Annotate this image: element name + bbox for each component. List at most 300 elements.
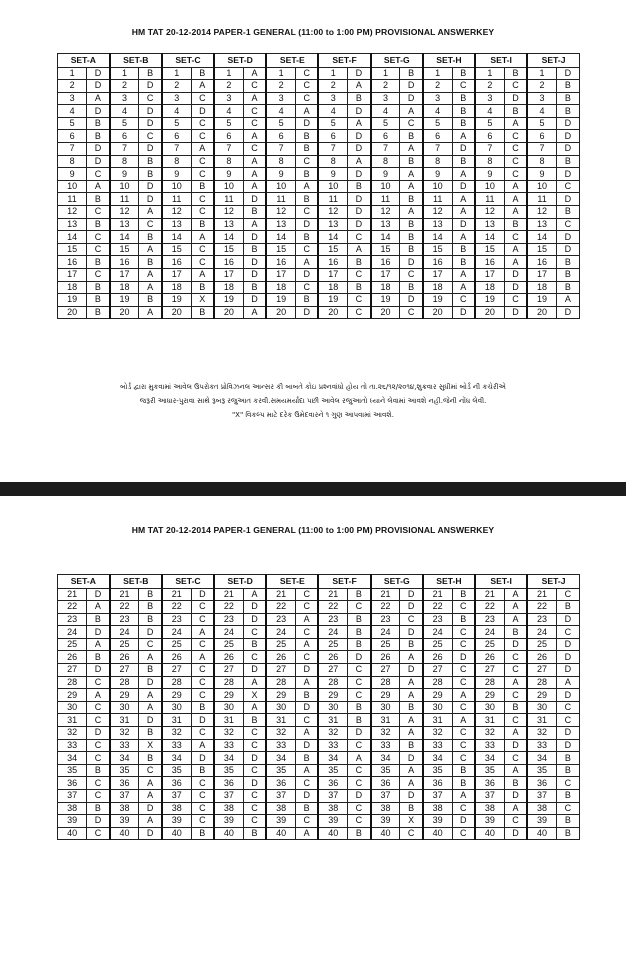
answer-cell: C — [191, 638, 214, 651]
table-row — [58, 105, 580, 118]
question-number: 15 — [475, 243, 504, 256]
answer-cell: C — [191, 790, 214, 803]
question-number: 25 — [423, 638, 452, 651]
answer-cell: D — [191, 588, 214, 601]
question-number: 19 — [371, 294, 400, 307]
answer-cell: B — [348, 714, 371, 727]
answer-cell: C — [87, 206, 110, 219]
answer-cell: C — [295, 243, 318, 256]
question-number: 18 — [475, 281, 504, 294]
answer-cell: C — [452, 739, 475, 752]
question-number: 38 — [527, 802, 556, 815]
question-number: 5 — [318, 117, 347, 130]
answer-cell: D — [243, 231, 266, 244]
answer-cell: B — [139, 155, 162, 168]
question-number: 15 — [162, 243, 191, 256]
question-number: 25 — [58, 638, 87, 651]
question-number: 33 — [423, 739, 452, 752]
answer-cell: B — [139, 613, 162, 626]
answer-cell: A — [139, 269, 162, 282]
answer-cell: C — [452, 701, 475, 714]
answer-cell: C — [295, 601, 318, 614]
answer-cell: B — [139, 231, 162, 244]
question-number: 29 — [162, 689, 191, 702]
question-number: 38 — [214, 802, 243, 815]
question-number: 40 — [423, 827, 452, 840]
answer-cell: C — [87, 701, 110, 714]
question-number: 34 — [423, 752, 452, 765]
answer-cell: A — [504, 180, 527, 193]
set-header: SET-B — [110, 575, 162, 589]
answer-cell: A — [452, 790, 475, 803]
answer-cell: C — [295, 777, 318, 790]
answer-cell: C — [243, 626, 266, 639]
question-number: 15 — [318, 243, 347, 256]
question-number: 4 — [214, 105, 243, 118]
question-number: 11 — [423, 193, 452, 206]
question-number: 22 — [58, 601, 87, 614]
question-number: 14 — [162, 231, 191, 244]
question-number: 37 — [58, 790, 87, 803]
answer-cell: A — [139, 777, 162, 790]
answer-cell: A — [87, 180, 110, 193]
question-number: 9 — [527, 168, 556, 181]
question-number: 19 — [58, 294, 87, 307]
answer-cell: D — [191, 105, 214, 118]
answer-cell: C — [295, 651, 318, 664]
question-number: 25 — [371, 638, 400, 651]
answer-cell: C — [452, 601, 475, 614]
question-number: 15 — [371, 243, 400, 256]
answer-cell: A — [295, 105, 318, 118]
answer-cell: B — [452, 588, 475, 601]
question-number: 12 — [318, 206, 347, 219]
question-number: 24 — [110, 626, 139, 639]
answer-cell: C — [504, 80, 527, 93]
answer-cell: C — [295, 206, 318, 219]
question-number: 7 — [527, 143, 556, 156]
table-row — [58, 130, 580, 143]
question-number: 26 — [266, 651, 295, 664]
question-number: 17 — [266, 269, 295, 282]
answer-cell: D — [243, 613, 266, 626]
answer-cell: B — [400, 243, 423, 256]
question-number: 1 — [214, 67, 243, 80]
answer-cell: A — [243, 155, 266, 168]
question-number: 28 — [214, 676, 243, 689]
answer-cell: B — [400, 701, 423, 714]
answer-key-table — [57, 53, 580, 319]
question-number: 20 — [162, 306, 191, 319]
question-number: 29 — [527, 689, 556, 702]
question-number: 34 — [475, 752, 504, 765]
question-number: 13 — [527, 218, 556, 231]
question-number: 19 — [423, 294, 452, 307]
set-header: SET-H — [423, 575, 475, 589]
answer-cell: D — [243, 601, 266, 614]
answer-cell: B — [400, 193, 423, 206]
question-number: 4 — [162, 105, 191, 118]
answer-cell: B — [556, 601, 579, 614]
question-number: 3 — [527, 92, 556, 105]
question-number: 38 — [318, 802, 347, 815]
question-number: 17 — [423, 269, 452, 282]
question-number: 13 — [58, 218, 87, 231]
set-header: SET-J — [527, 575, 579, 589]
question-number: 5 — [162, 117, 191, 130]
answer-cell: D — [139, 193, 162, 206]
question-number: 19 — [214, 294, 243, 307]
question-number: 36 — [371, 777, 400, 790]
question-number: 32 — [371, 727, 400, 740]
question-number: 8 — [162, 155, 191, 168]
answer-cell: B — [452, 243, 475, 256]
answer-cell: B — [191, 306, 214, 319]
question-number: 10 — [58, 180, 87, 193]
table-row — [58, 626, 580, 639]
answer-cell: C — [504, 143, 527, 156]
answer-cell: A — [191, 231, 214, 244]
question-number: 11 — [527, 193, 556, 206]
answer-cell: A — [400, 143, 423, 156]
answer-cell: C — [452, 80, 475, 93]
question-number: 19 — [162, 294, 191, 307]
question-number: 25 — [214, 638, 243, 651]
answer-cell: A — [504, 613, 527, 626]
question-number: 21 — [162, 588, 191, 601]
question-number: 40 — [214, 827, 243, 840]
question-number: 2 — [475, 80, 504, 93]
question-number: 38 — [475, 802, 504, 815]
answer-cell: C — [295, 155, 318, 168]
question-number: 23 — [58, 613, 87, 626]
answer-cell: C — [87, 827, 110, 840]
question-number: 40 — [58, 827, 87, 840]
table-row — [58, 281, 580, 294]
question-number: 4 — [423, 105, 452, 118]
answer-cell: C — [139, 764, 162, 777]
answer-cell: D — [452, 651, 475, 664]
answer-cell: D — [400, 92, 423, 105]
question-number: 35 — [318, 764, 347, 777]
question-number: 28 — [58, 676, 87, 689]
question-number: 14 — [527, 231, 556, 244]
answer-cell: D — [504, 827, 527, 840]
question-number: 9 — [318, 168, 347, 181]
answer-cell: D — [556, 739, 579, 752]
question-number: 8 — [318, 155, 347, 168]
question-number: 28 — [527, 676, 556, 689]
question-number: 32 — [110, 727, 139, 740]
answer-cell: A — [400, 714, 423, 727]
question-number: 5 — [110, 117, 139, 130]
answer-cell: B — [87, 613, 110, 626]
answer-cell: C — [348, 764, 371, 777]
answer-cell: B — [87, 802, 110, 815]
answer-cell: A — [556, 676, 579, 689]
answer-cell: A — [452, 130, 475, 143]
answer-cell: A — [243, 676, 266, 689]
question-number: 33 — [266, 739, 295, 752]
question-number: 24 — [371, 626, 400, 639]
question-number: 16 — [110, 256, 139, 269]
answer-cell: C — [556, 701, 579, 714]
answer-cell: D — [504, 281, 527, 294]
set-header: SET-G — [371, 575, 423, 589]
question-number: 2 — [58, 80, 87, 93]
question-number: 7 — [162, 143, 191, 156]
question-number: 11 — [162, 193, 191, 206]
answer-cell: A — [243, 588, 266, 601]
question-number: 35 — [423, 764, 452, 777]
answer-cell: C — [295, 815, 318, 828]
answer-cell: C — [452, 727, 475, 740]
question-number: 39 — [423, 815, 452, 828]
table-row — [58, 306, 580, 319]
question-number: 3 — [318, 92, 347, 105]
question-number: 13 — [371, 218, 400, 231]
question-number: 30 — [162, 701, 191, 714]
set-header: SET-F — [318, 54, 370, 68]
question-number: 15 — [110, 243, 139, 256]
table-row — [58, 67, 580, 80]
answer-cell: B — [295, 193, 318, 206]
question-number: 7 — [266, 143, 295, 156]
question-number: 23 — [318, 613, 347, 626]
answer-cell: C — [348, 306, 371, 319]
notice-text — [40, 380, 586, 422]
question-number: 17 — [58, 269, 87, 282]
answer-cell: B — [556, 281, 579, 294]
answer-cell: B — [87, 193, 110, 206]
answer-cell: C — [452, 626, 475, 639]
question-number: 32 — [214, 727, 243, 740]
answer-cell: D — [400, 294, 423, 307]
question-number: 1 — [162, 67, 191, 80]
question-number: 29 — [266, 689, 295, 702]
question-number: 1 — [266, 67, 295, 80]
answer-cell: D — [295, 306, 318, 319]
answer-cell: A — [87, 92, 110, 105]
answer-cell: D — [87, 588, 110, 601]
answer-cell: C — [504, 231, 527, 244]
answer-cell: A — [139, 281, 162, 294]
answer-cell: A — [295, 613, 318, 626]
set-header: SET-E — [266, 575, 318, 589]
question-number: 4 — [318, 105, 347, 118]
answer-cell: C — [191, 676, 214, 689]
question-number: 9 — [162, 168, 191, 181]
question-number: 6 — [371, 130, 400, 143]
answer-cell: B — [243, 827, 266, 840]
answer-cell: A — [243, 67, 266, 80]
question-number: 13 — [110, 218, 139, 231]
answer-cell: B — [139, 588, 162, 601]
answer-cell: C — [452, 752, 475, 765]
question-number: 27 — [110, 664, 139, 677]
answer-cell: C — [243, 727, 266, 740]
question-number: 37 — [318, 790, 347, 803]
answer-cell: C — [191, 206, 214, 219]
question-number: 25 — [475, 638, 504, 651]
question-number: 34 — [527, 752, 556, 765]
answer-cell: B — [452, 256, 475, 269]
question-number: 20 — [527, 306, 556, 319]
question-number: 10 — [162, 180, 191, 193]
answer-cell: D — [400, 601, 423, 614]
answer-cell: A — [139, 243, 162, 256]
question-number: 1 — [423, 67, 452, 80]
answer-cell: C — [504, 752, 527, 765]
question-number: 33 — [318, 739, 347, 752]
question-number: 39 — [214, 815, 243, 828]
question-number: 27 — [58, 664, 87, 677]
table-row — [58, 206, 580, 219]
table-row — [58, 613, 580, 626]
answer-cell: C — [87, 714, 110, 727]
question-number: 20 — [110, 306, 139, 319]
answer-cell: C — [504, 155, 527, 168]
answer-cell: C — [191, 689, 214, 702]
answer-cell: D — [348, 206, 371, 219]
answer-cell: D — [139, 105, 162, 118]
question-number: 25 — [318, 638, 347, 651]
answer-cell: B — [348, 638, 371, 651]
question-number: 22 — [214, 601, 243, 614]
answer-cell: B — [504, 67, 527, 80]
answer-cell: B — [191, 180, 214, 193]
question-number: 15 — [423, 243, 452, 256]
question-number: 19 — [318, 294, 347, 307]
answer-cell: A — [295, 764, 318, 777]
set-header: SET-D — [214, 54, 266, 68]
question-number: 2 — [214, 80, 243, 93]
answer-cell: A — [348, 155, 371, 168]
question-number: 20 — [58, 306, 87, 319]
question-number: 9 — [371, 168, 400, 181]
table-row — [58, 676, 580, 689]
answer-cell: D — [556, 67, 579, 80]
set-header: SET-A — [58, 54, 110, 68]
answer-cell: X — [191, 294, 214, 307]
table-row — [58, 143, 580, 156]
answer-cell: C — [348, 676, 371, 689]
answer-cell: B — [556, 256, 579, 269]
question-number: 38 — [266, 802, 295, 815]
question-number: 27 — [214, 664, 243, 677]
question-number: 24 — [266, 626, 295, 639]
question-number: 34 — [110, 752, 139, 765]
question-number: 35 — [162, 764, 191, 777]
table-row — [58, 231, 580, 244]
answer-cell: B — [243, 281, 266, 294]
answer-cell: D — [348, 727, 371, 740]
answer-cell: B — [139, 664, 162, 677]
answer-cell: A — [452, 689, 475, 702]
answer-cell: A — [452, 269, 475, 282]
question-number: 26 — [527, 651, 556, 664]
question-number: 24 — [527, 626, 556, 639]
table-row — [58, 651, 580, 664]
set-header: SET-A — [58, 575, 110, 589]
answer-cell: B — [348, 701, 371, 714]
question-number: 16 — [58, 256, 87, 269]
answer-cell: D — [243, 294, 266, 307]
answer-cell: C — [295, 588, 318, 601]
answer-cell: C — [191, 777, 214, 790]
question-number: 3 — [266, 92, 295, 105]
question-number: 29 — [214, 689, 243, 702]
answer-cell: D — [504, 739, 527, 752]
answer-cell: B — [400, 802, 423, 815]
table-row — [58, 638, 580, 651]
question-number: 10 — [110, 180, 139, 193]
answer-cell: C — [400, 613, 423, 626]
answer-cell: C — [139, 218, 162, 231]
question-number: 12 — [110, 206, 139, 219]
question-number: 1 — [110, 67, 139, 80]
question-number: 39 — [475, 815, 504, 828]
question-number: 22 — [162, 601, 191, 614]
question-number: 9 — [266, 168, 295, 181]
question-number: 30 — [266, 701, 295, 714]
answer-cell: C — [504, 815, 527, 828]
answer-cell: C — [348, 802, 371, 815]
answer-cell: C — [556, 626, 579, 639]
question-number: 21 — [371, 588, 400, 601]
answer-cell: D — [191, 714, 214, 727]
answer-cell: B — [556, 80, 579, 93]
question-number: 13 — [266, 218, 295, 231]
question-number: 25 — [527, 638, 556, 651]
answer-cell: D — [87, 727, 110, 740]
question-number: 18 — [371, 281, 400, 294]
answer-cell: D — [348, 130, 371, 143]
question-number: 18 — [527, 281, 556, 294]
question-number: 18 — [318, 281, 347, 294]
question-number: 9 — [475, 168, 504, 181]
answer-cell: B — [348, 613, 371, 626]
question-number: 8 — [527, 155, 556, 168]
question-number: 14 — [371, 231, 400, 244]
question-number: 21 — [266, 588, 295, 601]
question-number: 37 — [475, 790, 504, 803]
question-number: 31 — [475, 714, 504, 727]
answer-cell: B — [400, 281, 423, 294]
question-number: 27 — [371, 664, 400, 677]
question-number: 21 — [110, 588, 139, 601]
set-header: SET-H — [423, 54, 475, 68]
answer-cell: A — [556, 294, 579, 307]
answer-cell: C — [452, 638, 475, 651]
question-number: 31 — [162, 714, 191, 727]
question-number: 30 — [475, 701, 504, 714]
question-number: 23 — [527, 613, 556, 626]
question-number: 9 — [423, 168, 452, 181]
question-number: 10 — [214, 180, 243, 193]
answer-cell: D — [452, 815, 475, 828]
answer-cell: B — [556, 206, 579, 219]
answer-cell: C — [348, 739, 371, 752]
answer-cell: B — [295, 752, 318, 765]
answer-cell: D — [556, 130, 579, 143]
answer-cell: D — [139, 143, 162, 156]
answer-cell: C — [139, 638, 162, 651]
answer-cell: D — [400, 626, 423, 639]
answer-cell: D — [556, 727, 579, 740]
answer-cell: A — [191, 143, 214, 156]
question-number: 29 — [318, 689, 347, 702]
